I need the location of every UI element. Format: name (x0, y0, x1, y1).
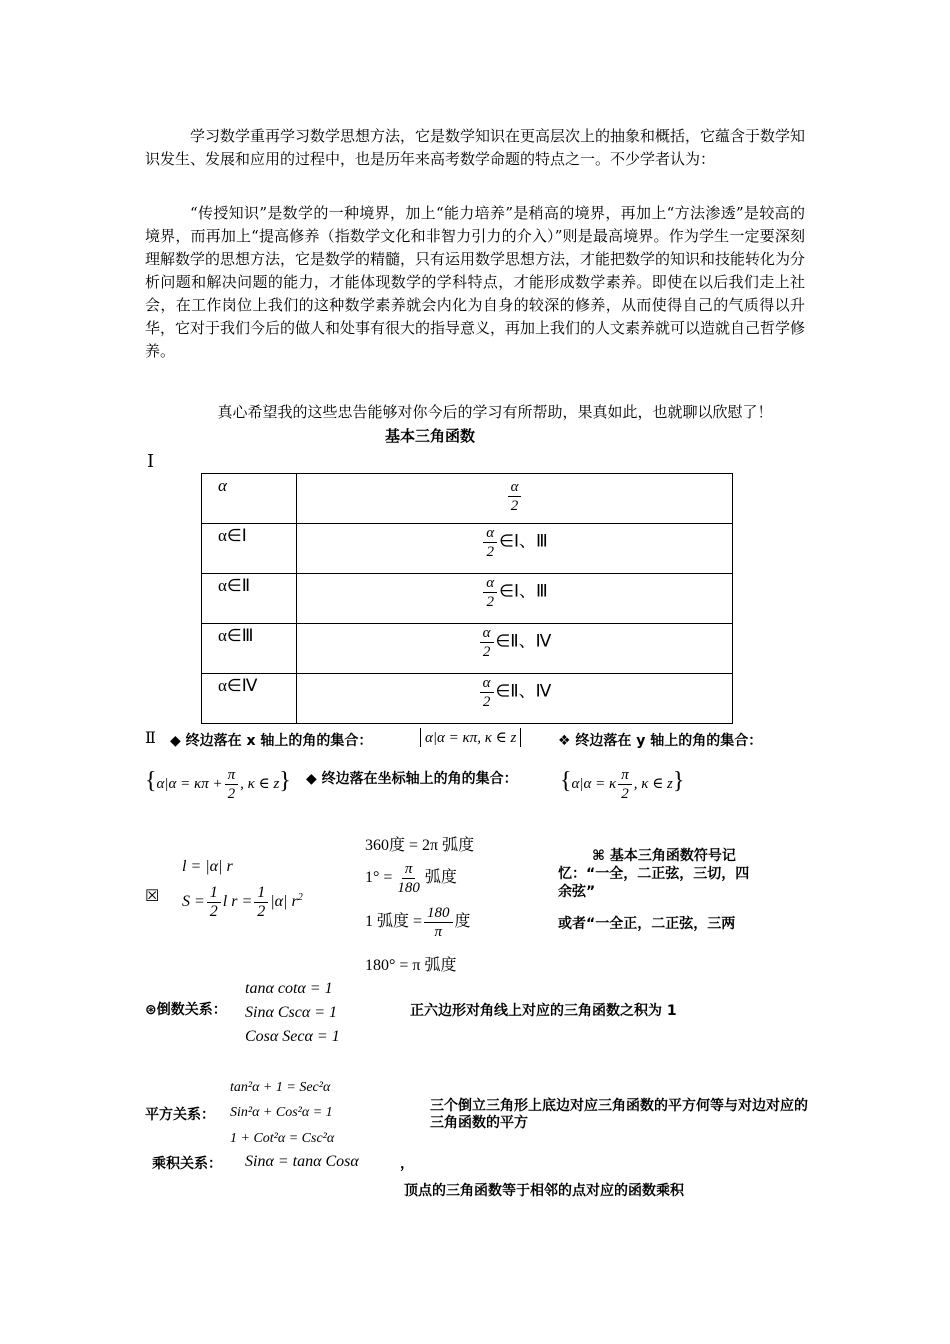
reciprocal-formula-3: Cosα Secα = 1 (245, 1028, 340, 1045)
square-label: 平方关系： (145, 1107, 215, 1123)
coord-axis-set-formula: {α|α = κ $\frac{\pi}{2}$ , κ ∈ z} (560, 767, 685, 802)
y-axis-set-text: ❖ 终边落在 y 轴上的角的集合： (558, 733, 763, 749)
intro-paragraph-2: “传授知识”是数学的一种境界，加上“能力培养”是稍高的境界，再加上“方法渗透”是较高的境界，而再加上“提高修养（指数学文化和非智力引力的介入）”则是最高境界。作为学生一定要深刻理解数学的思想方法，它是数学的精髓，只有运用数学思想方法，才能把数学的知识和技能转化为分析问题和解决问题的能力，才能体现数学的学科特点，才能形成数学素养。即使在以后我们走上社会，在工作岗位上我们的这种数学素养就会内化为自身的较深的修养，从而使得自己的气质得以升华，它对于我们今后的做人和处事有很大的指导意义，再加上我们的人文素养就可以造就自己哲学修养。 (145, 204, 806, 360)
conversion-line-1: 360度 = 2π 弧度 (365, 837, 475, 854)
row-left: α∈Ⅰ (202, 524, 297, 574)
conversion-line-2: 1° = $\frac{\pi}{180}$ 弧度 (365, 861, 457, 896)
reciprocal-formula-2: Sinα Cscα = 1 (245, 1004, 338, 1021)
sector-area-formula: S = $\frac{1}{2}$ l r = $\frac{1}{2}$ |α| $r^2$ (182, 884, 303, 920)
intro-paragraph-1: 学习数学重再学习数学思想方法，它是数学知识在更高层次上的抽象和概括，它蕴含于数学知识发生、发展和应用的过程中，也是历年来高考数学命题的特点之一。不少学者认为： (145, 127, 806, 168)
square-formula-3: 1 + Cot²α = Csc²α (230, 1131, 335, 1146)
square-formula-1: tan²α + 1 = Sec²α (230, 1080, 331, 1095)
section-title: 基本三角函数 (385, 427, 476, 445)
row-right: $\frac{\alpha}{2}$ ∈Ⅰ、Ⅲ (297, 524, 733, 574)
arc-length-formula: l = |α| r (182, 858, 233, 875)
table-row (202, 524, 733, 574)
coord-axis-set-text: ◆ 终边落在坐标轴上的角的集合： (306, 771, 518, 787)
product-note: 顶点的三角函数等于相邻的点对应的函数乘积 (404, 1183, 684, 1199)
table-header-row (202, 474, 733, 524)
table-row (202, 624, 733, 674)
reciprocal-label: ⊛倒数关系： (145, 1002, 227, 1018)
row-left: α∈Ⅳ (202, 674, 297, 724)
row-left: α∈Ⅱ (202, 574, 297, 624)
y-axis-set-formula: {α|α = κπ + $\frac{\pi}{2}$ , κ ∈ z} (145, 767, 291, 802)
product-comma: ， (400, 1156, 414, 1172)
x-axis-set-text: ◆ 终边落在 x 轴上的角的集合： (170, 733, 373, 749)
header-alpha: α (202, 474, 297, 524)
table-row (202, 674, 733, 724)
product-formula: Sinα = tanα Cosα (245, 1153, 359, 1170)
arc-marker-icon: ☒ (145, 886, 160, 905)
section-2-label: Ⅱ (145, 728, 156, 747)
intro-paragraph-3: 真心希望我的这些忠告能够对你今后的学习有所帮助，果真如此，也就聊以欣慰了！ (217, 403, 773, 421)
header-half-alpha (297, 474, 733, 524)
reciprocal-note: 正六边形对角线上对应的三角函数之积为 1 (410, 1003, 677, 1019)
section-1-label: Ⅰ (147, 451, 155, 472)
reciprocal-formula-1: tanα cotα = 1 (245, 980, 333, 997)
row-right: $\frac{\alpha}{2}$ ∈Ⅰ、Ⅲ (297, 574, 733, 624)
row-right: $\frac{\alpha}{2}$ ∈Ⅱ、Ⅳ (297, 624, 733, 674)
sign-memo-line-2: 忆：“一全，二正弦，三切，四 (558, 866, 750, 882)
sign-memo-line-1: ⌘ 基本三角函数符号记 (592, 848, 736, 864)
half-angle-table (201, 473, 733, 724)
sign-memo-line-4: 或者“一全正，二正弦，三两 (558, 916, 736, 932)
square-formula-2: Sin²α + Cos²α = 1 (230, 1105, 333, 1120)
table-row (202, 574, 733, 624)
row-left: α∈Ⅲ (202, 624, 297, 674)
sign-memo-line-3: 余弦” (558, 884, 596, 900)
x-axis-set-formula: α|α = κπ, κ ∈ z (420, 728, 521, 747)
product-label: 乘积关系： (152, 1156, 222, 1172)
square-note: 三个倒立三角形上底边对应三角函数的平方何等与对边对应的三角函数的平方 (430, 1098, 808, 1131)
row-right: $\frac{\alpha}{2}$ ∈Ⅱ、Ⅳ (297, 674, 733, 724)
half-alpha-fraction: $\frac{\alpha}{2}$ (508, 478, 522, 515)
conversion-line-3: 1 弧度 = $\frac{180}{\pi}$ 度 (365, 905, 471, 940)
conversion-line-4: 180° = π 弧度 (365, 957, 457, 974)
